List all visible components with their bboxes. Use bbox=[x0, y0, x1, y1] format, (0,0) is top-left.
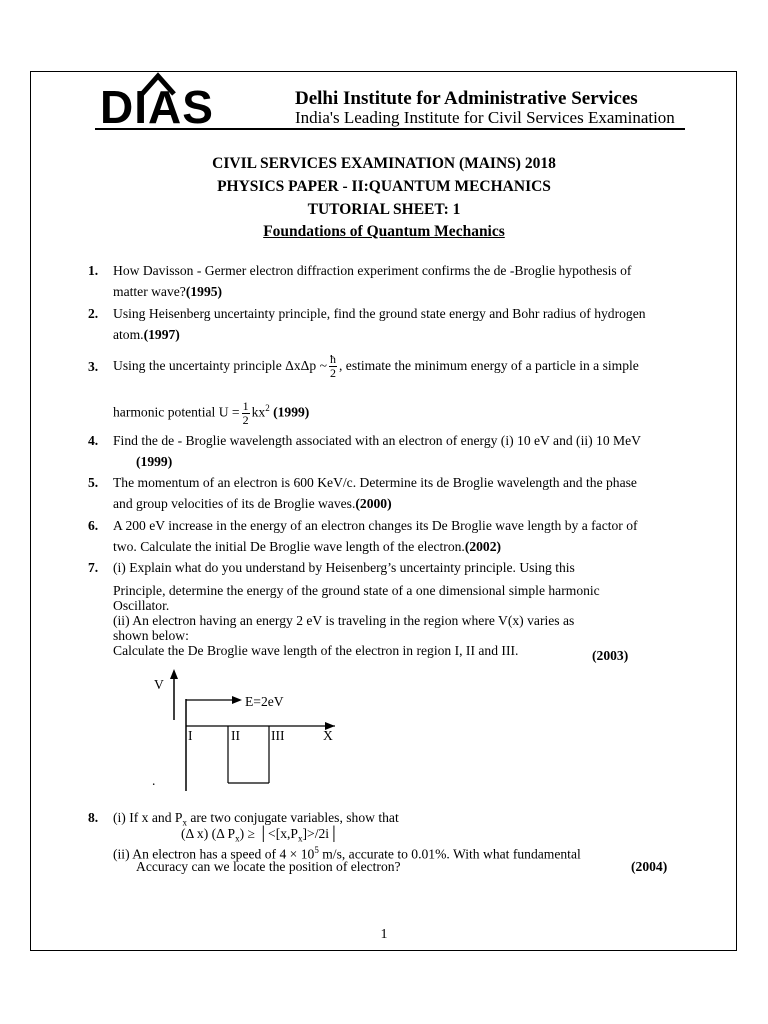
q6-line1: A 200 eV increase in the energy of an electron changes its De Broglie wave length by a factor of bbox=[113, 518, 638, 533]
one-half: $\frac{1}{2}$ bbox=[242, 398, 249, 427]
region-3-label: III bbox=[271, 728, 285, 743]
q8-line3: (ii) An electron has a speed of $4 \times 10^5$ m/s, accurate to 0.01%. With what fundamental bbox=[113, 845, 581, 862]
q2-line1: Using Heisenberg uncertainty principle, find the ground state energy and Bohr radius of hydrogen bbox=[113, 306, 646, 321]
q5-line1: The momentum of an electron is 600 KeV/c. Determine its de Broglie wavelength and the phase bbox=[113, 475, 637, 490]
q8-number: 8. bbox=[88, 810, 99, 825]
q4-line1: Find the de - Broglie wavelength associated with an electron of energy (i) 10 eV and (ii) 10 MeV bbox=[113, 433, 641, 448]
q5-line2: and group velocities of its de Broglie waves.(2000) bbox=[113, 496, 392, 511]
header-rule bbox=[95, 128, 685, 130]
q7-line5: shown below: bbox=[113, 628, 189, 643]
q7-block bbox=[113, 583, 600, 658]
q7-line4: (ii) An electron having an energy 2 eV is traveling in the region where V(x) varies as bbox=[113, 613, 575, 628]
q7-year: (2003) bbox=[592, 648, 629, 663]
q1-text bbox=[113, 260, 631, 302]
institute-name: Delhi Institute for Administrative Services bbox=[295, 88, 638, 109]
paper-title: PHYSICS PAPER - II:QUANTUM MECHANICS bbox=[217, 178, 551, 195]
q1-line2: matter wave?(1995) bbox=[113, 284, 223, 299]
topic-title: Foundations of Quantum Mechanics bbox=[263, 223, 505, 240]
q3-line1: Using the uncertainty principle ΔxΔp ~ $\frac{ħ}{2}$ , estimate the minimum energy of a particle in a simple bbox=[113, 352, 639, 381]
q7-line3: Oscillator. bbox=[113, 598, 170, 613]
q2-text bbox=[113, 303, 646, 345]
institute-tagline: India's Leading Institute for Civil Services Examination bbox=[295, 108, 675, 127]
q3-number: 3. bbox=[88, 359, 99, 374]
q1-line1: How Davisson - Germer electron diffraction experiment confirms the de -Broglie hypothesis of bbox=[113, 263, 632, 278]
q3-line2: harmonic potential U = $\frac{1}{2}$ $kx^2$ (1999) bbox=[113, 398, 310, 427]
energy-arrowhead bbox=[232, 696, 242, 704]
x-label: X bbox=[323, 728, 333, 743]
q2-line2: atom.(1997) bbox=[113, 327, 180, 342]
q6-number: 6. bbox=[88, 518, 99, 533]
q4-year: (1999) bbox=[136, 454, 173, 469]
q1-number: 1. bbox=[88, 263, 99, 278]
q7-line6: Calculate the De Broglie wave length of the electron in region I, II and III. bbox=[113, 643, 519, 658]
q8-year: (2004) bbox=[631, 859, 668, 874]
q8-line4: Accuracy can we locate the position of electron? bbox=[136, 859, 401, 874]
q5-number: 5. bbox=[88, 475, 99, 490]
v-axis-arrowhead bbox=[170, 669, 178, 679]
sheet-title: TUTORIAL SHEET: 1 bbox=[307, 201, 461, 218]
v-label: V bbox=[154, 677, 164, 692]
hbar-over-2: $\frac{ħ}{2}$ bbox=[329, 352, 336, 381]
q7-line2: Principle, determine the energy of the ground state of a one dimensional simple harmonic bbox=[113, 583, 600, 598]
q2-number: 2. bbox=[88, 306, 99, 321]
q6-line2: two. Calculate the initial De Broglie wave length of the electron.(2002) bbox=[113, 539, 502, 554]
stray-dot: . bbox=[152, 773, 156, 788]
q6-text bbox=[113, 515, 638, 557]
potential-diagram bbox=[140, 665, 360, 795]
q5-text bbox=[113, 472, 637, 514]
q8-line1: (i) If x and $P_x$ are two conjugate variables, show that bbox=[113, 810, 399, 828]
logo bbox=[100, 70, 275, 133]
energy-label: E=2eV bbox=[245, 694, 284, 709]
region-2-label: II bbox=[231, 728, 241, 743]
logo-text: DIAS bbox=[100, 81, 214, 133]
page-number: 1 bbox=[380, 927, 388, 942]
region-1-label: I bbox=[188, 728, 193, 743]
q7-number: 7. bbox=[88, 560, 99, 575]
exam-title: CIVIL SERVICES EXAMINATION (MAINS) 2018 bbox=[212, 155, 556, 172]
q7-line1: (i) Explain what do you understand by Heisenberg’s uncertainty principle. Using this bbox=[113, 560, 575, 575]
q4-number: 4. bbox=[88, 433, 99, 448]
q8-line2: (Δ x) (Δ $P_x$) ≥ $│<[x,P_x]>/2i│$ bbox=[181, 826, 339, 844]
